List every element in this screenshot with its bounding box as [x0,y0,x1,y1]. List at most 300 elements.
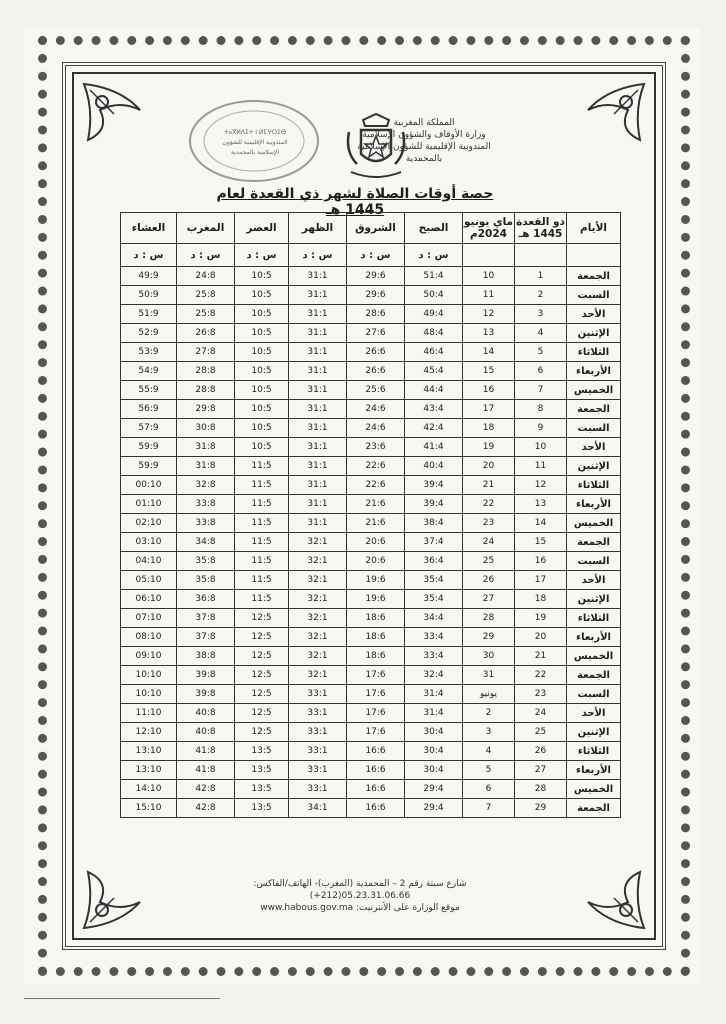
cell-greg-day: 28 [463,609,515,628]
cell-asr: 12:5 [235,609,289,628]
table-row [121,362,621,381]
cell-hijri-day: 12 [515,476,567,495]
cell-day: الأربعاء [567,495,621,514]
cell-maghrib: 40:8 [177,723,235,742]
stamp-line-2: الإسلامية بالمحمدية [230,149,280,156]
cell-shuruq: 16:6 [347,761,405,780]
cell-day: الجمعة [567,533,621,552]
cell-day: الثلاثاء [567,343,621,362]
cell-maghrib: 38:8 [177,647,235,666]
cell-isha: 13:10 [121,761,177,780]
stamp-line-1: المندوبية الإقليمية للشؤون [222,139,288,146]
cell-greg-day: 22 [463,495,515,514]
cell-maghrib: 35:8 [177,552,235,571]
cell-hijri-day: 8 [515,400,567,419]
cell-subh: 31:4 [405,704,463,723]
table-row [121,704,621,723]
cell-dhuhr: 32:1 [289,533,347,552]
cell-subh: 45:4 [405,362,463,381]
cell-maghrib: 25:8 [177,286,235,305]
cell-greg-day: 13 [463,324,515,343]
cell-greg-day: 6 [463,780,515,799]
cell-dhuhr: 33:1 [289,685,347,704]
cell-asr: 13:5 [235,780,289,799]
cell-isha: 12:10 [121,723,177,742]
cell-asr: 12:5 [235,666,289,685]
footer-address: شارع سبتة رقم 2 – المحمدية (المغرب)- الهاتف/الفاكس: 05.23.31.06.66(212+) [253,879,467,901]
cell-shuruq: 20:6 [347,533,405,552]
cell-shuruq: 22:6 [347,476,405,495]
cell-dhuhr: 31:1 [289,438,347,457]
cell-day: الخميس [567,780,621,799]
cell-greg-day: 26 [463,571,515,590]
unit-shuruq: س : د [347,244,405,267]
cell-dhuhr: 31:1 [289,267,347,286]
cell-subh: 46:4 [405,343,463,362]
cell-hijri-day: 6 [515,362,567,381]
cell-isha: 05:10 [121,571,177,590]
table-row [121,533,621,552]
page-title: حصة أوقات الصلاة لشهر ذي القعدة لعام 1445 هـ [216,186,494,218]
cell-maghrib: 32:8 [177,476,235,495]
cell-dhuhr: 31:1 [289,286,347,305]
header-line-city: بالمحمدية [405,154,443,164]
cell-isha: 11:10 [121,704,177,723]
cell-hijri-day: 11 [515,457,567,476]
cell-day: الثلاثاء [567,742,621,761]
header-subh: الصبح [405,213,463,244]
table-row [121,742,621,761]
cell-hijri-day: 23 [515,685,567,704]
unit-subh: س : د [405,244,463,267]
cell-asr: 13:5 [235,761,289,780]
cell-dhuhr: 32:1 [289,609,347,628]
cell-isha: 13:10 [121,742,177,761]
cell-maghrib: 36:8 [177,590,235,609]
cell-maghrib: 41:8 [177,761,235,780]
cell-hijri-day: 13 [515,495,567,514]
cell-day: الإثنين [567,324,621,343]
cell-asr: 11:5 [235,571,289,590]
cell-asr: 10:5 [235,343,289,362]
unit-maghrib: س : د [177,244,235,267]
cell-greg-day: 5 [463,761,515,780]
cell-subh: 34:4 [405,609,463,628]
cell-maghrib: 29:8 [177,400,235,419]
table-row [121,590,621,609]
cell-greg-day: 23 [463,514,515,533]
cell-maghrib: 39:8 [177,685,235,704]
cell-asr: 10:5 [235,267,289,286]
table-row [121,552,621,571]
cell-subh: 31:4 [405,685,463,704]
cell-day: الخميس [567,514,621,533]
cell-dhuhr: 32:1 [289,590,347,609]
cell-hijri-day: 20 [515,628,567,647]
cell-shuruq: 17:6 [347,723,405,742]
cell-dhuhr: 31:1 [289,457,347,476]
cell-maghrib: 37:8 [177,609,235,628]
cell-greg-day: 24 [463,533,515,552]
cell-greg-day: 30 [463,647,515,666]
cell-asr: 12:5 [235,685,289,704]
cell-isha: 09:10 [121,647,177,666]
cell-subh: 50:4 [405,286,463,305]
cell-shuruq: 24:6 [347,419,405,438]
cell-isha: 01:10 [121,495,177,514]
cell-dhuhr: 34:1 [289,799,347,818]
unit-blank-hijri [515,244,567,267]
cell-greg-day: 10 [463,267,515,286]
cell-greg-day: 16 [463,381,515,400]
footer [210,878,510,914]
cell-subh: 40:4 [405,457,463,476]
cell-shuruq: 28:6 [347,305,405,324]
table-row [121,267,621,286]
cell-hijri-day: 14 [515,514,567,533]
cell-shuruq: 17:6 [347,704,405,723]
cell-maghrib: 26:8 [177,324,235,343]
cell-shuruq: 24:6 [347,400,405,419]
cell-isha: 04:10 [121,552,177,571]
cell-maghrib: 34:8 [177,533,235,552]
cell-dhuhr: 33:1 [289,742,347,761]
cell-day: السبت [567,419,621,438]
table-header-row [121,213,621,244]
cell-subh: 42:4 [405,419,463,438]
table-row [121,799,621,818]
corner-ornament-top-right [568,80,648,160]
cell-hijri-day: 22 [515,666,567,685]
cell-isha: 03:10 [121,533,177,552]
table-row [121,495,621,514]
cell-dhuhr: 32:1 [289,666,347,685]
prayer-times-table [120,212,621,818]
cell-shuruq: 18:6 [347,647,405,666]
cell-asr: 10:5 [235,362,289,381]
cell-dhuhr: 31:1 [289,495,347,514]
header-maghrib: المغرب [177,213,235,244]
table-row [121,780,621,799]
table-row [121,514,621,533]
cell-greg-day: يونيو [463,685,515,704]
header-asr: العصر [235,213,289,244]
cell-isha: 55:9 [121,381,177,400]
cell-isha: 59:9 [121,457,177,476]
cell-shuruq: 19:6 [347,590,405,609]
header-line-ministry: وزارة الأوقاف والشؤون الإسلامية [362,130,486,140]
corner-ornament-bottom-right [568,852,648,932]
unit-asr: س : د [235,244,289,267]
header-isha: العشاء [121,213,177,244]
cell-asr: 10:5 [235,305,289,324]
cell-maghrib: 39:8 [177,666,235,685]
cell-greg-day: 29 [463,628,515,647]
table-row [121,685,621,704]
cell-dhuhr: 32:1 [289,552,347,571]
cell-subh: 33:4 [405,647,463,666]
cell-day: الأربعاء [567,362,621,381]
cell-hijri-day: 16 [515,552,567,571]
cell-maghrib: 40:8 [177,704,235,723]
cell-greg-day: 21 [463,476,515,495]
cell-subh: 36:4 [405,552,463,571]
cell-greg-day: 12 [463,305,515,324]
cell-day: الإثنين [567,723,621,742]
coat-of-arms-icon [343,112,409,182]
cell-asr: 10:5 [235,381,289,400]
stamp-text [196,128,314,158]
cell-subh: 49:4 [405,305,463,324]
cell-shuruq: 16:6 [347,742,405,761]
cell-shuruq: 23:6 [347,438,405,457]
table-body [121,267,621,818]
cell-dhuhr: 31:1 [289,476,347,495]
cell-dhuhr: 31:1 [289,362,347,381]
cell-isha: 53:9 [121,343,177,362]
cell-maghrib: 27:8 [177,343,235,362]
cell-dhuhr: 31:1 [289,400,347,419]
table-row [121,609,621,628]
cell-shuruq: 16:6 [347,799,405,818]
cell-day: الأحد [567,438,621,457]
cell-subh: 33:4 [405,628,463,647]
cell-maghrib: 42:8 [177,799,235,818]
footer-website-link[interactable]: www.habous.gov.ma [260,903,354,913]
cell-hijri-day: 3 [515,305,567,324]
cell-shuruq: 25:6 [347,381,405,400]
unit-blank-day [567,244,621,267]
cell-hijri-day: 7 [515,381,567,400]
header-shuruq: الشروق [347,213,405,244]
cell-subh: 38:4 [405,514,463,533]
cell-isha: 15:10 [121,799,177,818]
cell-dhuhr: 33:1 [289,780,347,799]
cell-shuruq: 19:6 [347,571,405,590]
cell-maghrib: 31:8 [177,457,235,476]
cell-asr: 13:5 [235,799,289,818]
cell-dhuhr: 32:1 [289,647,347,666]
cell-isha: 51:9 [121,305,177,324]
cell-dhuhr: 32:1 [289,571,347,590]
cell-maghrib: 37:8 [177,628,235,647]
cell-day: الجمعة [567,799,621,818]
cell-day: الخميس [567,647,621,666]
cell-day: الإثنين [567,457,621,476]
cell-day: الأحد [567,305,621,324]
cell-isha: 08:10 [121,628,177,647]
cell-dhuhr: 31:1 [289,381,347,400]
table-row [121,324,621,343]
cell-asr: 10:5 [235,286,289,305]
cell-subh: 37:4 [405,533,463,552]
cell-hijri-day: 29 [515,799,567,818]
cell-hijri-day: 18 [515,590,567,609]
cell-day: الأربعاء [567,628,621,647]
cell-asr: 11:5 [235,476,289,495]
cell-hijri-day: 26 [515,742,567,761]
cell-shuruq: 21:6 [347,495,405,514]
unit-dhuhr: س : د [289,244,347,267]
cell-dhuhr: 31:1 [289,419,347,438]
cell-subh: 43:4 [405,400,463,419]
header-day: الأيام [567,213,621,244]
footer-website-label: موقع الوزارة على الأنترنيت: [355,903,460,913]
cell-subh: 51:4 [405,267,463,286]
cell-asr: 10:5 [235,400,289,419]
cell-greg-day: 3 [463,723,515,742]
cell-asr: 12:5 [235,628,289,647]
cell-isha: 02:10 [121,514,177,533]
cell-maghrib: 33:8 [177,514,235,533]
table-row [121,628,621,647]
table-row [121,305,621,324]
cell-shuruq: 16:6 [347,780,405,799]
cell-shuruq: 21:6 [347,514,405,533]
cell-subh: 30:4 [405,761,463,780]
cell-isha: 56:9 [121,400,177,419]
table-row [121,381,621,400]
table-row [121,343,621,362]
cell-day: الجمعة [567,666,621,685]
cell-isha: 57:9 [121,419,177,438]
cell-asr: 11:5 [235,514,289,533]
cell-maghrib: 42:8 [177,780,235,799]
cell-greg-day: 20 [463,457,515,476]
cell-dhuhr: 32:1 [289,628,347,647]
cell-hijri-day: 21 [515,647,567,666]
cell-maghrib: 35:8 [177,571,235,590]
cell-subh: 39:4 [405,476,463,495]
cell-subh: 30:4 [405,742,463,761]
cell-maghrib: 41:8 [177,742,235,761]
cell-asr: 10:5 [235,324,289,343]
cell-hijri-day: 9 [515,419,567,438]
cell-asr: 12:5 [235,704,289,723]
header-gregorian: ماي يونيو 2024م [463,213,515,244]
cell-isha: 59:9 [121,438,177,457]
cell-hijri-day: 19 [515,609,567,628]
cell-hijri-day: 27 [515,761,567,780]
cell-dhuhr: 31:1 [289,514,347,533]
cell-subh: 39:4 [405,495,463,514]
cell-isha: 14:10 [121,780,177,799]
cell-shuruq: 18:6 [347,609,405,628]
cell-day: الثلاثاء [567,476,621,495]
cell-isha: 00:10 [121,476,177,495]
cell-isha: 10:10 [121,685,177,704]
cell-subh: 35:4 [405,571,463,590]
cell-isha: 07:10 [121,609,177,628]
cell-subh: 44:4 [405,381,463,400]
cell-shuruq: 29:6 [347,286,405,305]
table-row [121,400,621,419]
cell-subh: 30:4 [405,723,463,742]
cell-shuruq: 22:6 [347,457,405,476]
table-row [121,761,621,780]
cell-day: الأحد [567,571,621,590]
header-dhuhr: الظهر [289,213,347,244]
cell-shuruq: 26:6 [347,343,405,362]
cell-isha: 10:10 [121,666,177,685]
cell-shuruq: 29:6 [347,267,405,286]
cell-isha: 50:9 [121,286,177,305]
table-row [121,438,621,457]
cell-day: السبت [567,286,621,305]
cell-day: الثلاثاء [567,609,621,628]
cell-subh: 35:4 [405,590,463,609]
cell-asr: 12:5 [235,647,289,666]
cell-asr: 10:5 [235,438,289,457]
cell-asr: 11:5 [235,552,289,571]
cell-dhuhr: 33:1 [289,704,347,723]
units-row [121,244,621,267]
unit-isha: س : د [121,244,177,267]
header-hijri: ذو القعدة 1445 هـ [515,213,567,244]
cell-hijri-day: 24 [515,704,567,723]
cell-isha: 49:9 [121,267,177,286]
header-line-delegation: المندوبية الإقليمية للشؤون الإسلامية [357,142,491,152]
cell-hijri-day: 10 [515,438,567,457]
cell-hijri-day: 5 [515,343,567,362]
cell-maghrib: 24:8 [177,267,235,286]
cell-greg-day: 25 [463,552,515,571]
header-line-kingdom: المملكة المغربية [393,118,455,128]
cell-isha: 06:10 [121,590,177,609]
cell-greg-day: 2 [463,704,515,723]
cell-subh: 29:4 [405,780,463,799]
stamp-line-tifinagh: ⵜⴰⴳⵍⴷⵉⵜ ⵏ ⵍⵎⵖⵔⵉⴱ [223,129,287,136]
cell-isha: 52:9 [121,324,177,343]
unit-blank-greg [463,244,515,267]
cell-greg-day: 31 [463,666,515,685]
cell-day: الخميس [567,381,621,400]
cell-greg-day: 18 [463,419,515,438]
cell-hijri-day: 2 [515,286,567,305]
cell-asr: 11:5 [235,495,289,514]
cell-day: الجمعة [567,267,621,286]
cell-hijri-day: 15 [515,533,567,552]
cell-dhuhr: 31:1 [289,305,347,324]
table-row [121,419,621,438]
cell-maghrib: 28:8 [177,381,235,400]
table-row [121,476,621,495]
cell-isha: 54:9 [121,362,177,381]
table-row [121,723,621,742]
cell-maghrib: 30:8 [177,419,235,438]
cell-maghrib: 33:8 [177,495,235,514]
cell-dhuhr: 31:1 [289,324,347,343]
cell-asr: 11:5 [235,457,289,476]
cell-day: الأحد [567,704,621,723]
cell-shuruq: 17:6 [347,685,405,704]
cell-greg-day: 4 [463,742,515,761]
cell-hijri-day: 1 [515,267,567,286]
cell-shuruq: 18:6 [347,628,405,647]
cell-maghrib: 31:8 [177,438,235,457]
cell-dhuhr: 31:1 [289,343,347,362]
cell-asr: 13:5 [235,742,289,761]
cell-subh: 41:4 [405,438,463,457]
cell-maghrib: 25:8 [177,305,235,324]
cell-day: السبت [567,685,621,704]
cell-greg-day: 14 [463,343,515,362]
cell-hijri-day: 28 [515,780,567,799]
corner-ornament-bottom-left [80,852,160,932]
cell-shuruq: 17:6 [347,666,405,685]
cell-day: الإثنين [567,590,621,609]
cell-dhuhr: 33:1 [289,723,347,742]
